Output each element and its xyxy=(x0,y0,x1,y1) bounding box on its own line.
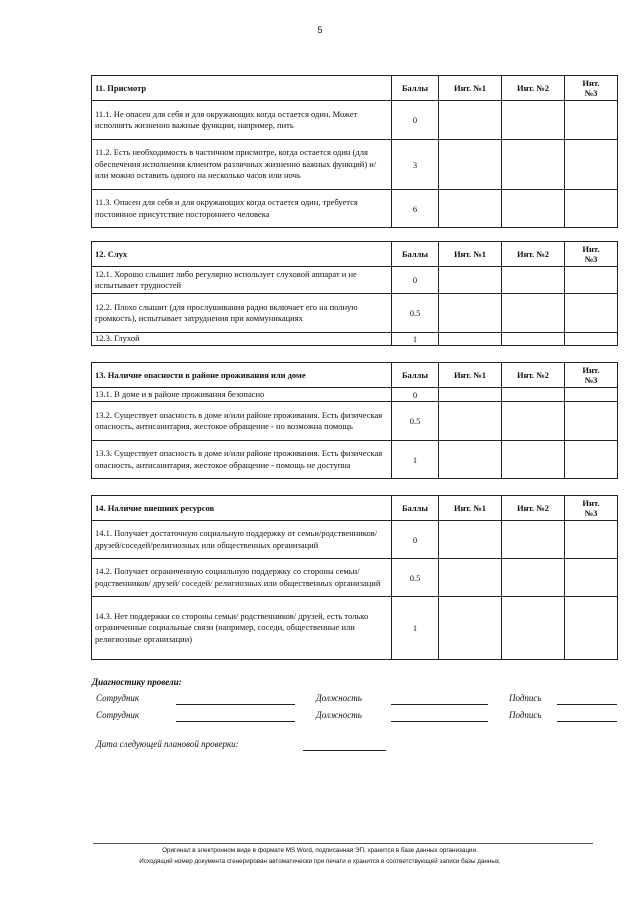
position-field[interactable] xyxy=(391,721,488,722)
footer-line-1: Оригинал в электронном виде в формате MS Word, подписанная ЭП, хранится в базе данных организации. xyxy=(162,847,478,854)
col-score: Баллы xyxy=(392,242,439,267)
row-text: 11.1. Не опасен для себя и для окружающих когда остается один. Может исполнять жизненно важные функции, например, пить xyxy=(92,101,392,140)
position-label: Должность xyxy=(316,710,362,720)
table-header-row xyxy=(92,496,618,521)
int1-cell xyxy=(439,333,502,346)
row-score: 1 xyxy=(392,441,439,479)
page-number: 5 xyxy=(317,25,323,35)
col-int3-line2: №3 xyxy=(584,254,598,264)
int1-cell xyxy=(439,402,502,441)
int1-cell xyxy=(439,294,502,333)
table-header-row xyxy=(92,363,618,388)
col-int3 xyxy=(565,242,618,267)
next-check-date-field[interactable] xyxy=(303,750,386,751)
col-int1: Инт. №1 xyxy=(439,363,502,388)
employee-name-field[interactable] xyxy=(176,721,295,722)
int2-cell xyxy=(502,388,565,402)
int3-cell xyxy=(565,521,618,559)
col-int3-line2: №3 xyxy=(584,375,598,385)
int3-cell xyxy=(565,294,618,333)
signatures-title: Диагностику провели: xyxy=(92,677,182,687)
col-int3-line1: Инт. xyxy=(582,498,600,508)
col-score: Баллы xyxy=(392,496,439,521)
col-int3-line1: Инт. xyxy=(582,244,600,254)
int1-cell xyxy=(439,597,502,660)
int1-cell xyxy=(439,267,502,294)
section-title: 11. Присмотр xyxy=(92,76,392,101)
row-score: 6 xyxy=(392,190,439,228)
table-row xyxy=(92,267,618,294)
section-title: 13. Наличие опасности в районе проживания или доме xyxy=(92,363,392,388)
int1-cell xyxy=(439,521,502,559)
row-text: 13.1. В доме и в районе проживания безопасно xyxy=(92,388,392,402)
col-int1: Инт. №1 xyxy=(439,76,502,101)
int2-cell xyxy=(502,190,565,228)
row-score: 0.5 xyxy=(392,294,439,333)
int2-cell xyxy=(502,101,565,140)
int3-cell xyxy=(565,333,618,346)
int3-cell xyxy=(565,402,618,441)
row-score: 1 xyxy=(392,597,439,660)
sign-label: Подпись xyxy=(509,710,542,720)
section-supervision-table xyxy=(91,75,618,228)
row-score: 0.5 xyxy=(392,402,439,441)
int2-cell xyxy=(502,521,565,559)
table-row xyxy=(92,140,618,190)
col-int3-line2: №3 xyxy=(584,88,598,98)
table-row xyxy=(92,333,618,346)
int2-cell xyxy=(502,441,565,479)
col-score: Баллы xyxy=(392,76,439,101)
int3-cell xyxy=(565,559,618,597)
row-score: 1 xyxy=(392,333,439,346)
row-text: 12.1. Хорошо слышит либо регулярно использует слуховой аппарат и не испытывает трудностей xyxy=(92,267,392,294)
row-text: 11.2. Есть необходимость в частичном присмотре, когда остается один (для обеспечения исполнения клиентом различных жизненно важных функций) и/или можно оставить одного на несколько часов или ночь xyxy=(92,140,392,190)
row-score: 0 xyxy=(392,521,439,559)
table-row xyxy=(92,559,618,597)
col-int2: Инт. №2 xyxy=(502,242,565,267)
position-field[interactable] xyxy=(391,704,488,705)
row-text: 11.3. Опасен для себя и для окружающих когда остается один, требуется постоянное присутствие постороннего человека xyxy=(92,190,392,228)
int3-cell xyxy=(565,441,618,479)
row-text: 13.2. Существует опасность в доме и/или районе проживания. Есть физическая опасность, антисанитария, жестокое обращение - но возможна помощь xyxy=(92,402,392,441)
int1-cell xyxy=(439,388,502,402)
col-int2: Инт. №2 xyxy=(502,76,565,101)
int1-cell xyxy=(439,559,502,597)
table-row xyxy=(92,294,618,333)
col-int3 xyxy=(565,363,618,388)
col-int2: Инт. №2 xyxy=(502,363,565,388)
section-external-resources-table xyxy=(91,495,618,660)
employee-label: Сотрудник xyxy=(96,693,140,703)
col-int3-line2: №3 xyxy=(584,508,598,518)
int1-cell xyxy=(439,441,502,479)
footer-line-2: Исходящий номер документа сгенерирован автоматически при печати и хранится в соответствующей записи базы данных. xyxy=(139,858,501,865)
row-text: 14.1. Получает достаточную социальную поддержку от семьи/родственников/друзей/соседей/религиозных или общественных организаций xyxy=(92,521,392,559)
table-row xyxy=(92,441,618,479)
row-text: 14.2. Получает ограниченную социальную поддержку со стороны семьи/ родственников/ друзей/ соседей/ религиозных или общественных организаций xyxy=(92,559,392,597)
next-check-label: Дата следующей плановой проверки: xyxy=(96,739,239,749)
int2-cell xyxy=(502,559,565,597)
table-row xyxy=(92,101,618,140)
row-score: 0.5 xyxy=(392,559,439,597)
int2-cell xyxy=(502,402,565,441)
col-score: Баллы xyxy=(392,363,439,388)
section-hearing-table xyxy=(91,241,618,346)
section-title: 14. Наличие внешних ресурсов xyxy=(92,496,392,521)
section-danger-table xyxy=(91,362,618,479)
row-score: 0 xyxy=(392,101,439,140)
position-label: Должность xyxy=(316,693,362,703)
int2-cell xyxy=(502,140,565,190)
int3-cell xyxy=(565,388,618,402)
table-row xyxy=(92,388,618,402)
row-text: 12.2. Плохо слышит (для прослушивания радио включает его на полную громкость), испытывает затруднения при коммуникациях xyxy=(92,294,392,333)
col-int3 xyxy=(565,76,618,101)
table-header-row xyxy=(92,76,618,101)
footer-divider xyxy=(93,843,593,844)
sign-field[interactable] xyxy=(557,721,617,722)
int1-cell xyxy=(439,101,502,140)
row-score: 0 xyxy=(392,388,439,402)
int3-cell xyxy=(565,190,618,228)
int1-cell xyxy=(439,140,502,190)
row-score: 3 xyxy=(392,140,439,190)
table-row xyxy=(92,521,618,559)
col-int3-line1: Инт. xyxy=(582,365,600,375)
col-int1: Инт. №1 xyxy=(439,496,502,521)
sign-label: Подпись xyxy=(509,693,542,703)
table-row xyxy=(92,402,618,441)
int2-cell xyxy=(502,294,565,333)
row-text: 13.3. Существует опасность в доме и/или районе проживания. Есть физическая опасность, антисанитария, жестокое обращение - помощь не доступна xyxy=(92,441,392,479)
int1-cell xyxy=(439,190,502,228)
employee-name-field[interactable] xyxy=(176,704,295,705)
table-row xyxy=(92,597,618,660)
int3-cell xyxy=(565,101,618,140)
row-score: 0 xyxy=(392,267,439,294)
int2-cell xyxy=(502,333,565,346)
int2-cell xyxy=(502,267,565,294)
col-int3 xyxy=(565,496,618,521)
col-int3-line1: Инт. xyxy=(582,78,600,88)
col-int2: Инт. №2 xyxy=(502,496,565,521)
table-row xyxy=(92,190,618,228)
col-int1: Инт. №1 xyxy=(439,242,502,267)
row-text: 14.3. Нет поддержки со стороны семьи/ родственников/ друзей, есть только ограниченные социальные связи (например, соседи, общественные или религиозные организации) xyxy=(92,597,392,660)
employee-label: Сотрудник xyxy=(96,710,140,720)
section-title: 12. Слух xyxy=(92,242,392,267)
sign-field[interactable] xyxy=(557,704,617,705)
int3-cell xyxy=(565,140,618,190)
int3-cell xyxy=(565,267,618,294)
int3-cell xyxy=(565,597,618,660)
row-text: 12.3. Глухой xyxy=(92,333,392,346)
table-header-row xyxy=(92,242,618,267)
int2-cell xyxy=(502,597,565,660)
